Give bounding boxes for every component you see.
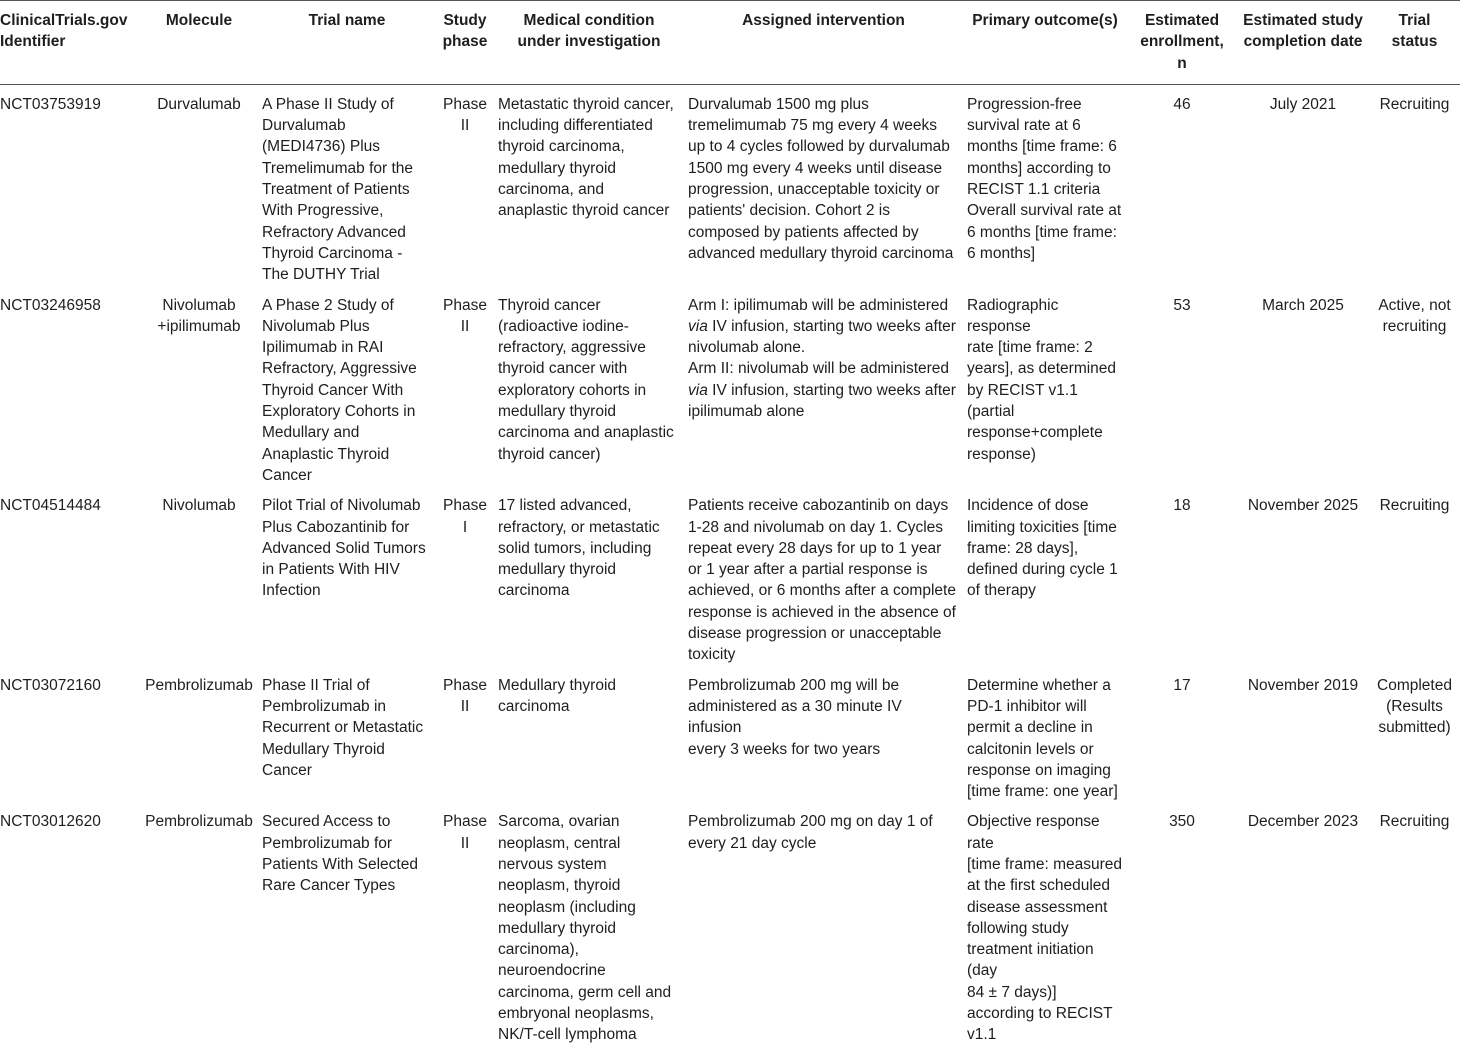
cell-molecule: Nivolumab +ipilimumab [157,296,241,335]
cell-outcome: Incidence of dose limiting toxicities [time frame: 28 days], defined during cycle 1 of therapy [967,497,1118,600]
table-row [0,286,1460,487]
cell-condition: 17 listed advanced, refractory, or metastatic solid tumors, including medullary thyroid carcinoma [498,497,660,600]
cell-identifier: NCT03072160 [0,676,101,694]
cell-identifier: NCT03246958 [0,296,101,314]
table-row [0,666,1460,803]
header-phase: Study phase [436,1,494,85]
table-row [0,802,1460,1045]
via-italic: via [688,317,708,335]
cell-trial-name: Phase II Trial of Pembrolizumab in Recurrent or Metastatic Medullary Thyroid Cancer [262,676,424,779]
cell-molecule: Pembrolizumab [145,813,253,831]
cell-molecule: Pembrolizumab [145,676,253,694]
cell-enrollment: 350 [1169,813,1195,831]
header-outcome: Primary outcome(s) [963,1,1127,85]
cell-status: Recruiting [1379,497,1450,515]
header-status: Trial status [1369,1,1460,85]
cell-condition: Metastatic thyroid cancer, including differentiated thyroid carcinoma, medullary thyroid carcinoma, and anaplastic thyroid cancer [498,95,674,220]
cell-completion: March 2025 [1262,296,1344,314]
cell-condition: Sarcoma, ovarian neoplasm, central nervous system neoplasm, thyroid neoplasm (including medullary thyroid carcinoma), neuroendocrine carcinoma, germ cell and embryonal neoplasms, NK/T-cell lymphoma [498,813,672,1044]
cell-enrollment: 18 [1173,497,1191,515]
header-enrollment: Estimated enrollment, n [1127,1,1237,85]
cell-outcome: Progression-free survival rate at 6 months [time frame: 6 months] according to RECIST 1.1 criteria Overall survival rate at 6 months [time frame: 6 months] [967,95,1122,262]
header-completion: Estimated study completion date [1237,1,1369,85]
cell-enrollment: 17 [1173,676,1191,694]
cell-molecule: Durvalumab [157,95,241,113]
cell-condition: Medullary thyroid carcinoma [498,676,617,715]
cell-outcome: Determine whether a PD-1 inhibitor will permit a decline in calcitonin levels or response on imaging [time frame: one year] [967,676,1118,801]
cell-phase: Phase II [443,296,487,335]
cell-status: Completed (Results submitted) [1377,676,1452,737]
cell-intervention: Patients receive cabozantinib on days 1-28 and nivolumab on day 1. Cycles repeat every 28 days for up to 1 year or 1 year after a partial response is achieved, or 6 months after a complete response is achieved in the absence of disease progression or unacceptable toxicity [688,497,956,664]
cell-trial-name: Pilot Trial of Nivolumab Plus Cabozantinib for Advanced Solid Tumors in Patients With HIV Infection [262,497,426,600]
cell-identifier: NCT04514484 [0,497,101,515]
cell-intervention: Durvalumab 1500 mg plus tremelimumab 75 mg every 4 weeks up to 4 cycles followed by durvalumab 1500 mg every 4 weeks until disease progression, unacceptable toxicity or patients' decision. Cohort 2 is composed by patients affected by advanced medullary thyroid carcinoma [688,95,954,262]
header-intervention: Assigned intervention [684,1,963,85]
header-molecule: Molecule [140,1,258,85]
cell-phase: Phase II [443,813,487,852]
cell-phase: Phase II [443,676,487,715]
cell-status: Recruiting [1379,95,1450,113]
cell-identifier: NCT03753919 [0,95,101,113]
cell-intervention: Pembrolizumab 200 mg will be administered as a 30 minute IV infusion every 3 weeks for two years [688,676,902,758]
cell-condition: Thyroid cancer (radioactive iodine- refractory, aggressive thyroid cancer with exploratory cohorts in medullary thyroid carcinoma and anaplastic thyroid cancer) [498,296,674,463]
cell-status: Recruiting [1379,813,1450,831]
cell-enrollment: 53 [1173,296,1191,314]
cell-phase: Phase II [443,95,487,135]
cell-outcome: Radiographic response rate [time frame: 2 years], as determined by RECIST v1.1 (partial response+complete response) [967,296,1117,463]
cell-phase: Phase I [443,497,487,536]
cell-intervention: Pembrolizumab 200 mg on day 1 of every 21 day cycle [688,813,933,852]
cell-intervention: Arm I: ipilimumab will be administered via IV infusion, starting two weeks after nivolumab alone. Arm II: nivolumab will be administered via IV infusion, starting two weeks after ipilimumab alone [688,296,956,421]
cell-completion: November 2019 [1247,676,1359,694]
header-identifier: ClinicalTrials.gov Identifier [0,1,140,85]
header-condition: Medical condition under investigation [494,1,684,85]
cell-identifier: NCT03012620 [0,813,101,831]
cell-enrollment: 46 [1173,95,1191,113]
header-trial-name: Trial name [258,1,436,85]
cell-completion: December 2023 [1247,813,1359,831]
cell-completion: November 2025 [1247,497,1359,515]
cell-molecule: Nivolumab [162,497,236,515]
via-italic: via [688,381,708,399]
table-row [0,486,1460,665]
cell-trial-name: Secured Access to Pembrolizumab for Patients With Selected Rare Cancer Types [262,813,418,895]
header-row [0,1,1460,85]
cell-trial-name: A Phase 2 Study of Nivolumab Plus Ipilimumab in RAI Refractory, Aggressive Thyroid Cancer With Exploratory Cohorts in Medullary and Anaplastic Thyroid Cancer [262,296,417,484]
cell-completion: July 2021 [1269,95,1337,113]
table-row [0,84,1460,285]
cell-outcome: Objective response rate [time frame: measured at the first scheduled disease assessment following study treatment initiation (day 84 ± 7 days)] according to RECIST v1.1 [967,813,1123,1044]
cell-trial-name: A Phase II Study of Durvalumab (MEDI4736) Plus Tremelimumab for the Treatment of Patients With Progressive, Refractory Advanced Thyroid Carcinoma - The DUTHY Trial [262,95,414,284]
cell-status: Active, not recruiting [1378,296,1451,335]
